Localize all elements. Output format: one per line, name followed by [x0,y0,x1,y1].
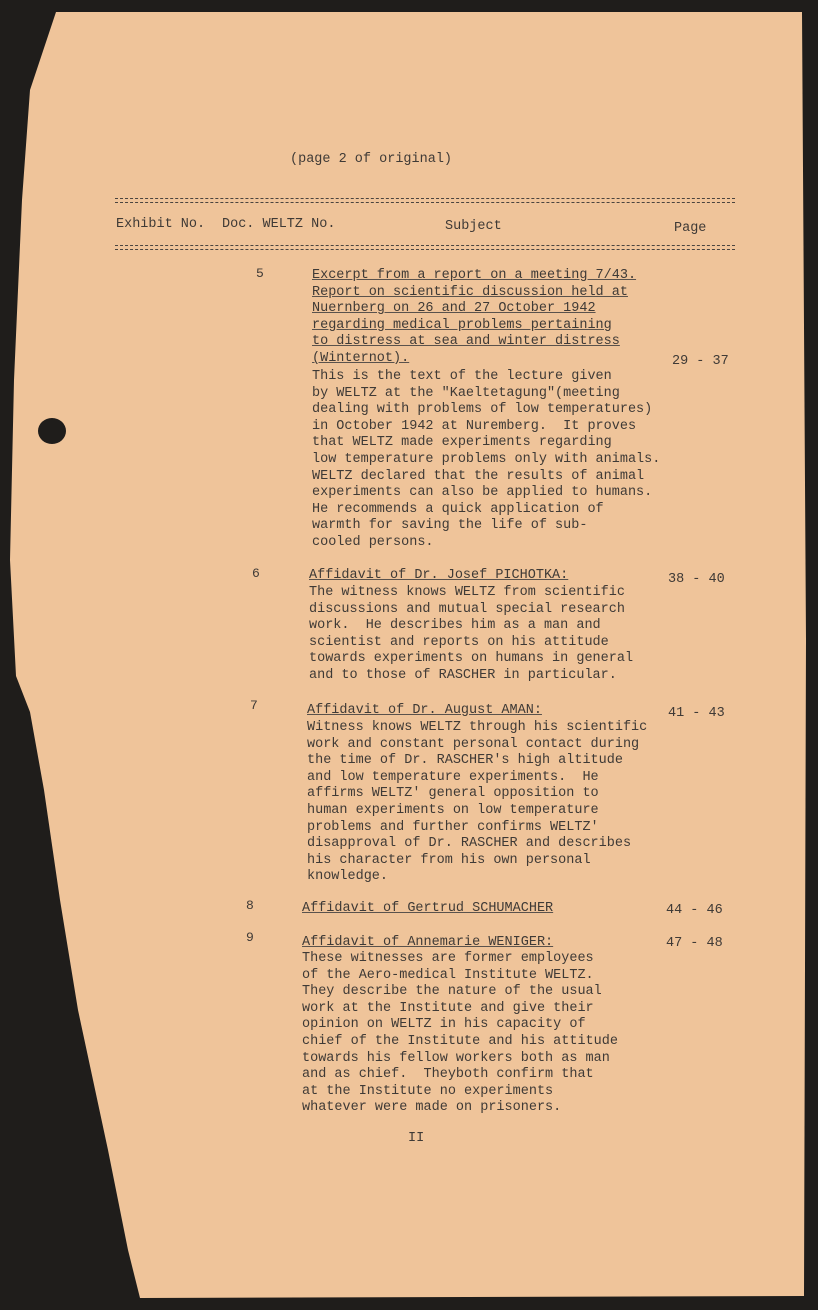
entry-number: 9 [246,930,254,945]
entry-title: Excerpt from a report on a meeting 7/43. Report on scientific discussion held at Nuernberg on 26 and 27 October 1942 regarding medical problems pertaining to distress at sea and winter distress (Winternot). [312,268,637,366]
entry-number: 6 [252,566,260,581]
entry-pages: 38 - 40 [668,572,725,587]
column-page: Page [674,221,707,236]
header-rule [115,245,735,246]
entry-pages: 29 - 37 [672,354,729,369]
entry-title: Affidavit of Dr. Josef PICHOTKA: [309,568,569,583]
page-number: II [408,1131,425,1146]
punch-hole [38,418,66,444]
entry-number: 8 [246,898,254,913]
top-rule-2 [115,202,735,203]
entry-description: The witness knows WELTZ from scientific discussions and mutual special research work. He describes him as a man and scientist and reports on his attitude towards experiments on humans in general and to those of RASCHER in particular. [309,585,634,683]
entry-title: Affidavit of Annemarie WENIGER: [302,935,554,950]
entry-number: 5 [256,266,264,281]
entry-title: Affidavit of Dr. August AMAN: [307,703,542,718]
entry-number: 7 [250,698,258,713]
column-doc-no: Doc. WELTZ No. [222,217,336,232]
page-header: (page 2 of original) [290,152,453,167]
entry-description: Witness knows WELTZ through his scientific work and constant personal contact during the time of Dr. RASCHER's high altitude and low temperature experiments. He affirms WELTZ' general opposition to human experiments on low temperature problems and further confirms WELTZ' disapproval of Dr. RASCHER and describes his character from his own personal knowledge. [307,720,648,885]
entry-description: These witnesses are former employees of the Aero-medical Institute WELTZ. They describe the nature of the usual work at the Institute and give their opinion on WELTZ in his capacity of chief of the Institute and his attitude towards his fellow workers both as man and as chief. Theyboth confirm that at the Institute no experiments whatever were made on prisoners. [302,951,618,1116]
header-rule-2 [115,249,735,250]
entry-pages: 44 - 46 [666,903,723,918]
entry-title: Affidavit of Gertrud SCHUMACHER [302,901,554,916]
entry-description: This is the text of the lecture given by WELTZ at the "Kaeltetagung"(meeting dealing with problems of low temperatures) in October 1942 at Nuremberg. It proves that WELTZ made experiments regarding low temperature problems only with animals. WELTZ declared that the results of animal experiments can also be applied to humans. He recommends a quick application of warmth for saving the life of sub- cooled persons. [312,369,661,550]
column-subject: Subject [445,219,502,234]
entry-pages: 41 - 43 [668,706,725,721]
entry-pages: 47 - 48 [666,936,723,951]
column-exhibit-no: Exhibit No. [116,217,206,232]
top-rule [115,198,735,199]
